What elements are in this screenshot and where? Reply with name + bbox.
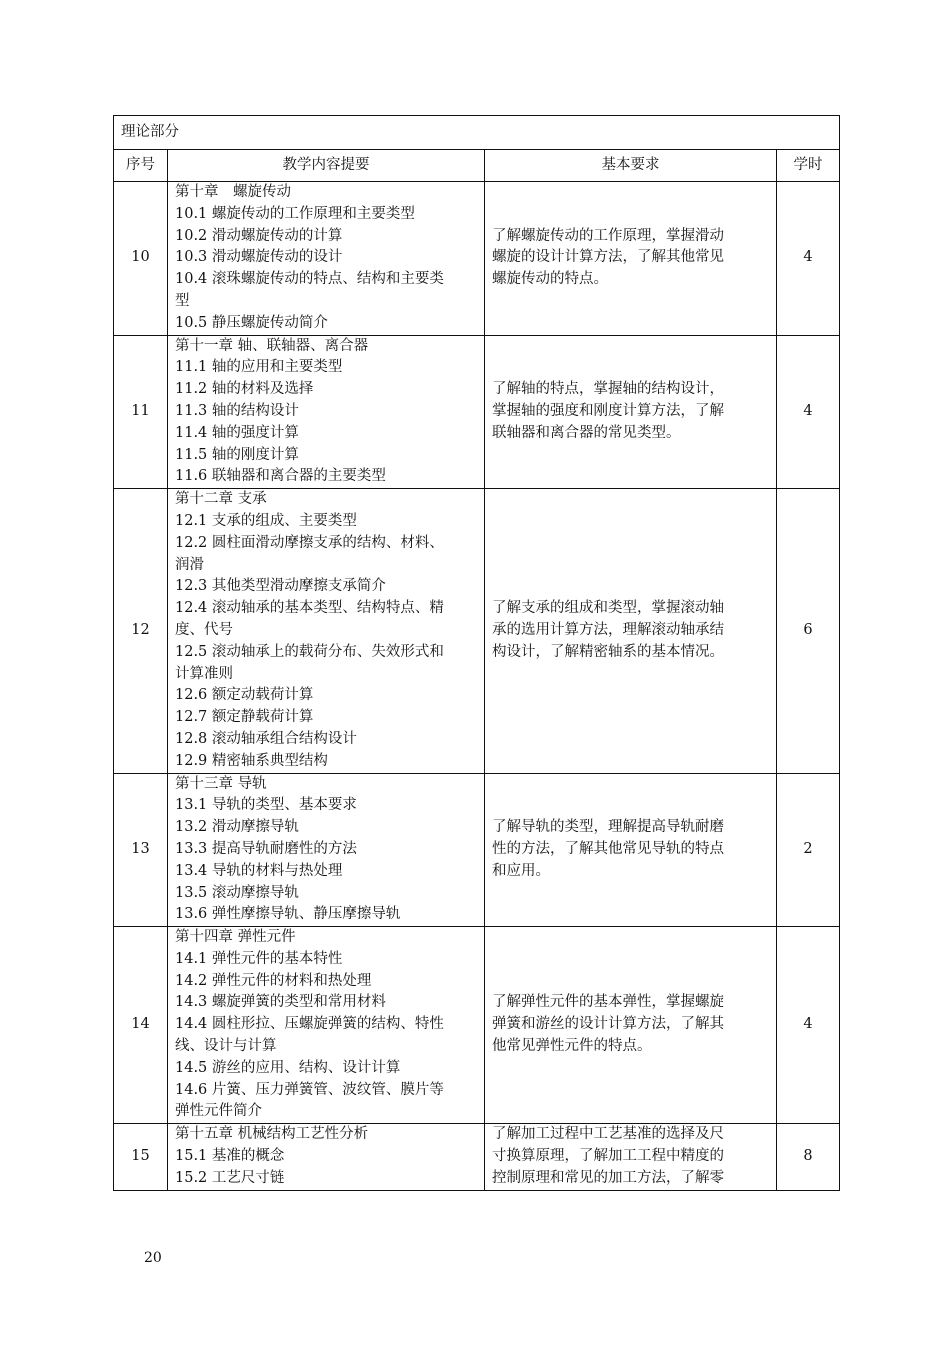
requirement-cell: [485, 927, 777, 1124]
requirement-line: 联轴器和离合器的常见类型。: [492, 424, 681, 441]
row-number: 10: [114, 182, 168, 336]
requirement-line: 了解弹性元件的基本弹性，掌握螺旋: [492, 994, 724, 1011]
requirement-line: 了解支承的组成和类型，掌握滚动轴: [492, 600, 724, 617]
content-line: 12.7 额定静载荷计算: [175, 709, 314, 726]
row-hours: 8: [777, 1124, 840, 1190]
content-line: 13.4 导轨的材料与热处理: [175, 862, 343, 879]
content-line: 12.1 支承的组成、主要类型: [175, 512, 357, 529]
header-requirement: 基本要求: [485, 150, 777, 182]
table-row: [114, 335, 840, 489]
content-line: 10.5 静压螺旋传动简介: [175, 314, 328, 331]
table-row: [114, 773, 840, 927]
content-line: 12.8 滚动轴承组合结构设计: [175, 730, 357, 747]
requirement-line: 寸换算原理，了解加工工程中精度的: [492, 1148, 724, 1165]
content-cell: [168, 182, 485, 336]
row-hours: 6: [777, 489, 840, 773]
content-line: 11.3 轴的结构设计: [175, 402, 299, 419]
header-hours: 学时: [777, 150, 840, 182]
content-line: 11.1 轴的应用和主要类型: [175, 359, 343, 376]
row-number: 15: [114, 1124, 168, 1190]
content-line: 14.6 片簧、压力弹簧管、波纹管、膜片等: [175, 1081, 444, 1098]
content-line: 度、代号: [175, 621, 233, 638]
row-number: 14: [114, 927, 168, 1124]
section-row: [114, 116, 840, 150]
requirement-line: 和应用。: [492, 862, 550, 879]
chapter-title: 第十四章 弹性元件: [175, 929, 296, 946]
content-line: 计算准则: [175, 665, 233, 682]
content-line: 线、设计与计算: [175, 1038, 277, 1055]
requirement-line: 螺旋的设计计算方法，了解其他常见: [492, 249, 724, 266]
requirement-line: 掌握轴的强度和刚度计算方法，了解: [492, 402, 724, 419]
chapter-title: 第十二章 支承: [175, 491, 267, 508]
content-line: 14.5 游丝的应用、结构、设计计算: [175, 1059, 401, 1076]
content-line: 12.5 滚动轴承上的载荷分布、失效形式和: [175, 643, 444, 660]
content-cell: [168, 773, 485, 927]
row-number: 12: [114, 489, 168, 773]
row-hours: 2: [777, 773, 840, 927]
page-number: 20: [144, 1250, 162, 1266]
content-line: 13.2 滑动摩擦导轨: [175, 819, 299, 836]
requirement-line: 构设计，了解精密轴系的基本情况。: [492, 643, 724, 660]
requirement-line: 了解轴的特点，掌握轴的结构设计，: [492, 381, 724, 398]
requirement-line: 弹簧和游丝的设计计算方法，了解其: [492, 1016, 724, 1033]
table-row: [114, 182, 840, 336]
requirement-cell: [485, 335, 777, 489]
content-line: 润滑: [175, 556, 204, 573]
row-number: 13: [114, 773, 168, 927]
content-line: 10.4 滚珠螺旋传动的特点、结构和主要类: [175, 271, 444, 288]
section-title: 理论部分: [114, 116, 840, 150]
requirement-line: 他常见弹性元件的特点。: [492, 1038, 652, 1055]
content-cell: [168, 1124, 485, 1190]
content-line: 12.3 其他类型滑动摩擦支承简介: [175, 578, 386, 595]
requirement-cell: [485, 1124, 777, 1190]
requirement-line: 了解螺旋传动的工作原理，掌握滑动: [492, 227, 724, 244]
requirement-line: 承的选用计算方法，理解滚动轴承结: [492, 621, 724, 638]
content-line: 弹性元件简介: [175, 1103, 262, 1120]
requirement-line: 螺旋传动的特点。: [492, 271, 608, 288]
content-line: 12.6 额定动载荷计算: [175, 687, 314, 704]
content-line: 15.1 基准的概念: [175, 1148, 285, 1165]
chapter-title: 第十一章 轴、联轴器、离合器: [175, 337, 369, 354]
content-line: 15.2 工艺尺寸链: [175, 1169, 285, 1186]
content-line: 型: [175, 292, 190, 309]
requirement-cell: [485, 182, 777, 336]
row-hours: 4: [777, 927, 840, 1124]
content-cell: [168, 927, 485, 1124]
requirement-cell: [485, 489, 777, 773]
row-hours: 4: [777, 182, 840, 336]
requirement-line: 控制原理和常见的加工方法，了解零: [492, 1169, 724, 1186]
chapter-title: 第十五章 机械结构工艺性分析: [175, 1126, 369, 1143]
content-line: 10.3 滑动螺旋传动的设计: [175, 249, 343, 266]
content-line: 13.1 导轨的类型、基本要求: [175, 797, 357, 814]
content-line: 12.4 滚动轴承的基本类型、结构特点、精: [175, 600, 444, 617]
table-row: [114, 1124, 840, 1190]
content-line: 11.6 联轴器和离合器的主要类型: [175, 468, 386, 485]
content-line: 12.9 精密轴系典型结构: [175, 752, 328, 769]
header-row: [114, 150, 840, 182]
content-line: 10.1 螺旋传动的工作原理和主要类型: [175, 205, 415, 222]
content-line: 10.2 滑动螺旋传动的计算: [175, 227, 343, 244]
requirement-line: 性的方法，了解其他常见导轨的特点: [492, 840, 724, 857]
content-line: 11.2 轴的材料及选择: [175, 381, 314, 398]
content-cell: [168, 335, 485, 489]
content-line: 13.5 滚动摩擦导轨: [175, 884, 299, 901]
content-line: 14.4 圆柱形拉、压螺旋弹簧的结构、特性: [175, 1016, 444, 1033]
content-line: 13.3 提高导轨耐磨性的方法: [175, 840, 357, 857]
syllabus-table: [113, 115, 840, 1191]
chapter-title: 第十章 螺旋传动: [175, 184, 291, 200]
header-content: 教学内容提要: [168, 150, 485, 182]
row-number: 11: [114, 335, 168, 489]
table-row: [114, 927, 840, 1124]
table-row: [114, 489, 840, 773]
requirement-cell: [485, 773, 777, 927]
content-line: 14.2 弹性元件的材料和热处理: [175, 972, 372, 989]
row-hours: 4: [777, 335, 840, 489]
content-line: 14.1 弹性元件的基本特性: [175, 950, 343, 967]
requirement-line: 了解导轨的类型，理解提高导轨耐磨: [492, 819, 724, 836]
content-line: 14.3 螺旋弹簧的类型和常用材料: [175, 994, 386, 1011]
content-line: 11.4 轴的强度计算: [175, 424, 299, 441]
content-line: 13.6 弹性摩擦导轨、静压摩擦导轨: [175, 906, 401, 923]
content-line: 11.5 轴的刚度计算: [175, 446, 299, 463]
requirement-line: 了解加工过程中工艺基准的选择及尺: [492, 1126, 724, 1143]
content-cell: [168, 489, 485, 773]
chapter-title: 第十三章 导轨: [175, 775, 267, 792]
content-line: 12.2 圆柱面滑动摩擦支承的结构、材料、: [175, 534, 444, 551]
header-number: 序号: [114, 150, 168, 182]
